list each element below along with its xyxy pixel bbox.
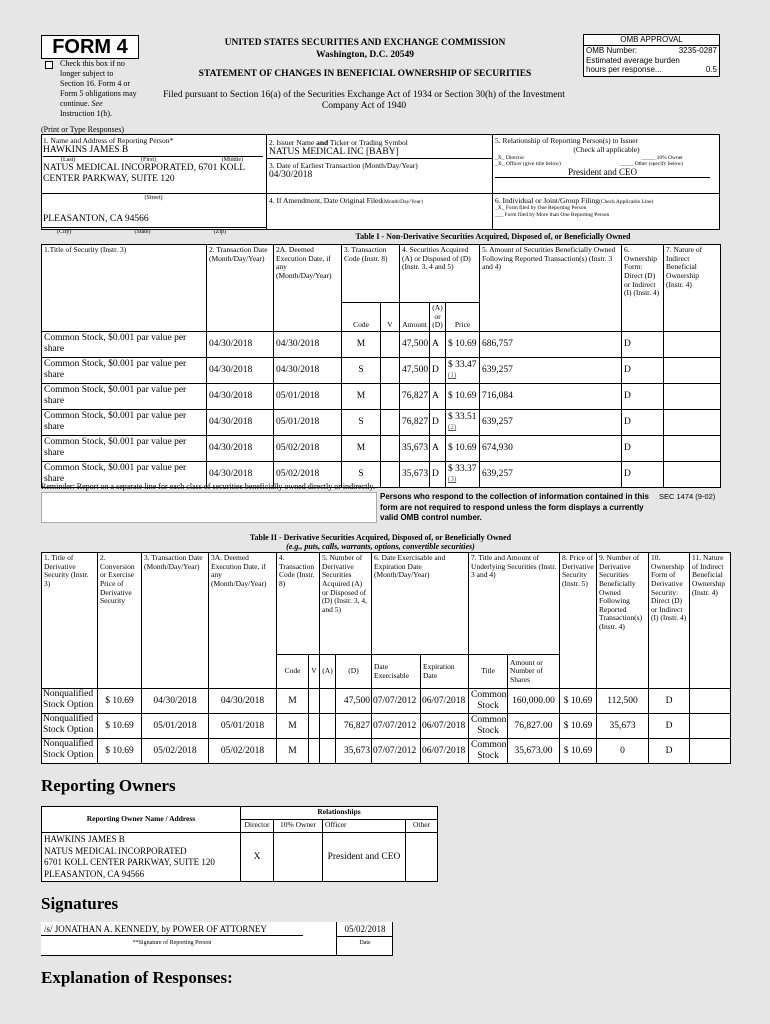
deemed-date: 04/30/2018 — [274, 331, 342, 357]
form-title: FORM 4 — [52, 36, 128, 58]
sec-form-code: SEC 1474 (9-02) — [659, 492, 716, 501]
date-exercisable: 07/07/2012 — [372, 689, 421, 714]
box5-label: 5. Relationship of Reporting Person(s) to Issuer — [495, 136, 639, 145]
ownership-form: D — [622, 383, 664, 409]
reporting-person-address[interactable]: NATUS MEDICAL INCORPORATED, 6701 KOLL CENTER PARKWAY, SUITE 120 — [43, 163, 245, 184]
nature-indirect — [664, 461, 721, 487]
signature-date: 05/02/2018 — [344, 924, 386, 934]
transaction-date: 05/01/2018 — [142, 714, 209, 739]
reminder-text: Reminder: Report on a separate line for each class of securities beneficially owned directly or indirectly. — [41, 482, 376, 491]
v-flag — [381, 461, 400, 487]
ten-percent-owner-check[interactable]: _____ 10% Owner — [641, 155, 683, 161]
ownership-form: D — [622, 409, 664, 435]
transaction-date: 04/30/2018 — [207, 435, 274, 461]
reporting-owners-heading: Reporting Owners — [41, 776, 176, 795]
deemed-date: 05/01/2018 — [209, 714, 277, 739]
t1-h-acquired: 4. Securities Acquired (A) or Disposed of (D) (Instr. 3, 4 and 5) — [400, 245, 480, 303]
table2-row — [42, 714, 731, 739]
deemed-date: 05/01/2018 — [274, 383, 342, 409]
issuer-box — [269, 138, 489, 157]
v-flag — [309, 714, 320, 739]
transaction-date: 04/30/2018 — [207, 383, 274, 409]
v-flag — [381, 435, 400, 461]
deemed-date: 05/01/2018 — [274, 409, 342, 435]
v-flag — [381, 383, 400, 409]
relationship-box: 5. Relationship of Reporting Person(s) to Issuer (Check all applicable) _X_ Director _____ 10% Owner _X_ Officer (give title below) _____ Other (specify below) President and CEO — [495, 136, 718, 178]
table1-row — [42, 383, 721, 409]
omb-hours-label: hours per response... — [586, 65, 662, 74]
security-title: Common Stock, $0.001 par value per share — [42, 331, 207, 357]
amendment-box: 4. If Amendment, Date Original Filed(Month/Day/Year) — [269, 196, 423, 205]
conversion-price: $ 10.69 — [98, 739, 142, 764]
underlying-shares: 76,827.00 — [508, 714, 560, 739]
ownership-form: D — [622, 331, 664, 357]
ownership-form: D — [622, 357, 664, 383]
ownership-form: D — [622, 461, 664, 487]
nature-indirect — [690, 714, 731, 739]
security-title: Common Stock, $0.001 par value per share — [42, 435, 207, 461]
checkbox-instructions: Check this box if no longer subject to Section 16. Form 4 or Form 5 obligations may continue. See Instruction 1(b). — [60, 59, 137, 118]
deemed-date: 05/02/2018 — [274, 435, 342, 461]
agency-name: UNITED STATES SECURITIES AND EXCHANGE COMMISSION — [224, 38, 506, 48]
price-cell — [446, 461, 480, 487]
table2-subtitle: (e.g., puts, calls, warrants, options, convertible securities) — [286, 542, 475, 551]
underlying-title: Common Stock — [469, 714, 508, 739]
transaction-code: M — [342, 435, 381, 461]
ownership-form: D — [622, 435, 664, 461]
t1-h-deemed: 2A. Deemed Execution Date, if any (Month/Day/Year) — [274, 245, 342, 332]
filed-pursuant: Filed pursuant to Section 16(a) of the Securities Exchange Act of 1934 or Section 30(h) of the Investment Company Act of 1940 — [163, 90, 565, 111]
omb-notice: Persons who respond to the collection of information contained in this form are not required to respond unless the form displays a currently valid OMB control number. — [380, 492, 649, 522]
v-flag — [381, 331, 400, 357]
expiration-date: 06/07/2018 — [421, 689, 469, 714]
statement-title: STATEMENT OF CHANGES IN BENEFICIAL OWNERSHIP OF SECURITIES — [198, 69, 532, 79]
date-exercisable: 07/07/2012 — [372, 714, 421, 739]
underlying-title: Common Stock — [469, 689, 508, 714]
price: $ 10.69 — [448, 391, 477, 402]
table2-derivative: 1. Title of Derivative Security (Instr. 3) 2. Conversion or Exercise Price of Derivative Security 3. Transaction Date (Month/Day/Year) 3A. Deemed Execution Date, if any (Month/Day/Year) 4. Transaction Code (Instr. 8) 5. Number of Derivative Securities Acquired (A) or Disposed of (D) (Instr. 3, 4, and 5) 6. Date Exercisable and Expiration Date (Month/Day/Year) 7. Title and Amount of Underlying Securities (Instr. 3 and 4) 8. Price of Derivative Security (Instr. 5) 9. Number of Derivative Securities Beneficially Owned Following Reported Transaction(s) (Instr. 4) 10. Ownership Form of Derivative Security: Direct (D) or Indirect (I) (Instr. 4) 11. Nature of Indirect Beneficial Ownership (Instr. 4) Code V (A) (D) Date Exercisable Expiration Date Title Amount or Number of Shares Nonqualified Stock Option $ 10.69 04/30/2018 04/30/2018 M 47,500 07/07/2012 06/07/2018 Common Stock 160,000.00 $ 10.69 112,500 D Nonqualified Stock Option $ 10.69 05/01/2018 05/01/2018 M 76,827 07/07/2012 06/07/2018 Common Stock 76,827.00 $ 10.69 35,673 D Nonqualified Stock Option $ 10.69 05/02/2018 05/02/2018 M 35,673 07/07/2012 06/07/2018 Common Stock 35,673.00 $ 10.69 0 D — [41, 552, 731, 764]
amount: 47,500 — [400, 357, 430, 383]
ownership-form: D — [649, 739, 690, 764]
t1-h-nature: 7. Nature of Indirect Beneficial Ownership (Instr. 4) — [664, 245, 721, 332]
reporting-person-name[interactable]: HAWKINS JAMES B — [43, 145, 129, 155]
date-exercisable: 07/07/2012 — [372, 739, 421, 764]
conversion-price: $ 10.69 — [98, 689, 142, 714]
issuer-name[interactable]: NATUS MEDICAL INC [BABY] — [269, 147, 399, 157]
one-person-filing[interactable]: _X_ Form filed by One Reporting Person — [495, 205, 587, 211]
omb-number: 3235-0287 — [678, 46, 717, 55]
omb-burden-label: Estimated average burden — [586, 55, 680, 65]
table1-title: Table I - Non-Derivative Securities Acquired, Disposed of, or Beneficially Owned — [355, 232, 631, 241]
acquired-disposed: D — [430, 461, 446, 487]
omb-number-label: OMB Number: — [586, 46, 638, 55]
signer-name: /s/ JONATHAN A. KENNEDY, by POWER OF ATTORNEY — [44, 924, 267, 934]
derivative-title: Nonqualified Stock Option — [42, 714, 98, 739]
derivatives-owned: 112,500 — [597, 689, 649, 714]
derivative-price: $ 10.69 — [560, 714, 597, 739]
underlying-shares: 35,673.00 — [508, 739, 560, 764]
amount: 35,673 — [400, 461, 430, 487]
nature-indirect — [664, 383, 721, 409]
acquired-disposed: A — [430, 383, 446, 409]
derivative-title: Nonqualified Stock Option — [42, 739, 98, 764]
nature-indirect — [664, 435, 721, 461]
acquired-a — [320, 714, 336, 739]
derivative-title: Nonqualified Stock Option — [42, 689, 98, 714]
box1-label: 1. Name and Address of Reporting Person — [43, 136, 170, 145]
acquired-a — [320, 689, 336, 714]
deemed-date: 04/30/2018 — [209, 689, 277, 714]
transaction-date: 04/30/2018 — [207, 331, 274, 357]
ownership-form: D — [649, 714, 690, 739]
table1-row — [42, 409, 721, 435]
no-longer-subject-checkbox[interactable] — [45, 61, 53, 69]
price: $ 33.37 — [448, 464, 477, 475]
omb-title: OMB APPROVAL — [584, 35, 719, 46]
omb-hours: 0.5 — [705, 65, 717, 74]
transaction-code: S — [342, 409, 381, 435]
owned-following: 716,084 — [480, 383, 622, 409]
transaction-code: M — [342, 331, 381, 357]
footnote-link[interactable]: (1) — [448, 371, 457, 380]
director-check[interactable]: _X_ Director — [495, 155, 525, 161]
box3-label: 3. Date of Earliest Transaction (Month/Day/Year) — [269, 161, 418, 170]
expiration-date: 06/07/2018 — [421, 714, 469, 739]
box6-label: 6. Individual or Joint/Group Filing — [495, 196, 599, 205]
underlying-shares: 160,000.00 — [508, 689, 560, 714]
reminder-blank — [41, 492, 377, 523]
conversion-price: $ 10.69 — [98, 714, 142, 739]
amount: 35,673 — [400, 435, 430, 461]
table1-row — [42, 357, 721, 383]
nature-indirect — [664, 357, 721, 383]
v-flag — [309, 739, 320, 764]
expiration-date: 06/07/2018 — [421, 739, 469, 764]
filing-type-box: 6. Individual or Joint/Group Filing(Check Applicable Line) _X_ Form filed by One Reporting Person ___ Form filed by More than One Reporting Person — [495, 196, 718, 219]
price: $ 33.51 — [448, 412, 477, 423]
price: $ 10.69 — [448, 339, 477, 350]
disposed-d: 76,827 — [336, 714, 372, 739]
earliest-transaction-box — [269, 161, 489, 180]
price: $ 10.69 — [448, 443, 477, 454]
t1-h-date: 2. Transaction Date (Month/Day/Year) — [207, 245, 274, 332]
amount: 76,827 — [400, 383, 430, 409]
disposed-d: 47,500 — [336, 689, 372, 714]
owned-following: 674,930 — [480, 435, 622, 461]
v-flag — [381, 357, 400, 383]
price: $ 33.47 — [448, 360, 477, 371]
security-title: Common Stock, $0.001 par value per share — [42, 461, 207, 487]
v-flag — [381, 409, 400, 435]
derivative-price: $ 10.69 — [560, 739, 597, 764]
date-label: Date — [359, 940, 371, 946]
transaction-code: M — [277, 739, 309, 764]
print-type-note: (Print or Type Responses) — [41, 125, 125, 134]
price-cell — [446, 357, 480, 383]
t1-h-code: 3. Transaction Code (Instr. 8) — [342, 245, 400, 303]
omb-approval-box — [583, 34, 720, 77]
nature-indirect — [664, 331, 721, 357]
transaction-code: M — [342, 383, 381, 409]
transaction-code: M — [277, 689, 309, 714]
nature-indirect — [690, 689, 731, 714]
ownership-form: D — [649, 689, 690, 714]
owned-following: 686,757 — [480, 331, 622, 357]
price-cell — [446, 435, 480, 461]
owned-following: 639,257 — [480, 357, 622, 383]
earliest-transaction-date[interactable]: 04/30/2018 — [269, 170, 313, 180]
t1-h-form: 6. Ownership Form: Direct (D) or Indirect (I) (Instr. 4) — [622, 245, 664, 332]
acquired-disposed: A — [430, 331, 446, 357]
t1-h-title: 1.Title of Security (Instr. 3) — [42, 245, 207, 332]
owner-row: HAWKINS JAMES B NATUS MEDICAL INCORPORATED 6701 KOLL CENTER PARKWAY, SUITE 120 PLEASANTON, CA 94566 X President and CEO — [42, 833, 438, 882]
table1-row — [42, 331, 721, 357]
agency-location: Washington, D.C. 20549 — [316, 50, 414, 60]
transaction-date: 04/30/2018 — [142, 689, 209, 714]
transaction-code: M — [277, 714, 309, 739]
amount: 47,500 — [400, 331, 430, 357]
acquired-disposed: A — [430, 435, 446, 461]
reporting-person-box: 1. Name and Address of Reporting Person* HAWKINS JAMES B (Last) (First) (Middle) NATUS MEDICAL INCORPORATED, 6701 KOLL CENTER PARKWAY, SUITE 120 — [43, 136, 263, 185]
acquired-disposed: D — [430, 409, 446, 435]
table2-row — [42, 689, 731, 714]
derivative-price: $ 10.69 — [560, 689, 597, 714]
form-title-box — [41, 35, 139, 59]
table1-row — [42, 435, 721, 461]
table2-title: Table II - Derivative Securities Acquired, Disposed of, or Beneficially Owned — [249, 533, 512, 542]
deemed-date: 05/02/2018 — [274, 461, 342, 487]
price-cell — [446, 409, 480, 435]
reporting-owners-table: Reporting Owner Name / Address Relationships Director 10% Owner Officer Other HAWKINS JAMES B NATUS MEDICAL INCORPORATED 6701 KOLL CENTER PARKWAY, SUITE 120 PLEASANTON, CA 94566 X President and CEO — [41, 806, 438, 882]
security-title: Common Stock, $0.001 par value per share — [42, 383, 207, 409]
officer-title[interactable]: President and CEO — [495, 167, 710, 178]
officer-check[interactable]: _X_ Officer (give title below) — [495, 161, 561, 167]
transaction-date: 05/02/2018 — [142, 739, 209, 764]
signature-label: **Signature of Reporting Person — [132, 940, 212, 946]
nature-indirect — [664, 409, 721, 435]
derivatives-owned: 0 — [597, 739, 649, 764]
owned-following: 639,257 — [480, 409, 622, 435]
owner-director-mark: X — [241, 833, 274, 882]
multi-person-filing[interactable]: ___ Form filed by More than One Reporting Person — [495, 212, 610, 218]
v-flag — [309, 689, 320, 714]
deemed-date: 05/02/2018 — [209, 739, 277, 764]
nature-indirect — [690, 739, 731, 764]
transaction-date: 04/30/2018 — [207, 461, 274, 487]
disposed-d: 35,673 — [336, 739, 372, 764]
transaction-date: 04/30/2018 — [207, 409, 274, 435]
box2-label: 2. Issuer Name and Ticker or Trading Symbol — [269, 138, 408, 147]
transaction-code: S — [342, 461, 381, 487]
owned-following: 639,257 — [480, 461, 622, 487]
owner-officer-title: President and CEO — [323, 833, 406, 882]
reporting-person-city[interactable]: PLEASANTON, CA 94566 — [43, 214, 149, 224]
acquired-a — [320, 739, 336, 764]
underlying-title: Common Stock — [469, 739, 508, 764]
acquired-disposed: D — [430, 357, 446, 383]
table2-row — [42, 739, 731, 764]
table1-non-derivative: 1.Title of Security (Instr. 3) 2. Transaction Date (Month/Day/Year) 2A. Deemed Execution Date, if any (Month/Day/Year) 3. Transaction Code (Instr. 8) 4. Securities Acquired (A) or Disposed of (D) (Instr. 3, 4 and 5) 5. Amount of Securities Beneficially Owned Following Reported Transaction(s) (Instr. 3 and 4) 6. Ownership Form: Direct (D) or Indirect (I) (Instr. 4) 7. Nature of Indirect Beneficial Ownership (Instr. 4) Code V Amount (A) or (D) Price Common Stock, $0.001 par value per share 04/30/2018 04/30/2018 M 47,500 A $ 10.69 686,757 D Common Stock, $0.001 par value per share 04/30/2018 04/30/2018 S 47,500 D $ 33.47 (1) 639,257 D Common Stock, $0.001 par value per share 04/30/2018 05/01/2018 M 76,827 A $ 10.69 716,084 D Common Stock, $0.001 par value per share 04/30/2018 05/01/2018 S 76,827 D $ 33.51 (2) 639,257 D Common Stock, $0.001 par value per share 04/30/2018 05/02/2018 M 35,673 A $ 10.69 674,930 D Common Stock, $0.001 par value per share 04/30/2018 05/02/2018 S 35,673 D $ 33.37 (3) 639,257 D — [41, 244, 721, 488]
footnote-link[interactable]: (3) — [448, 475, 457, 484]
security-title: Common Stock, $0.001 par value per share — [42, 409, 207, 435]
transaction-code: S — [342, 357, 381, 383]
transaction-date: 04/30/2018 — [207, 357, 274, 383]
box4-label: 4. If Amendment, Date Original Filed — [269, 196, 383, 205]
explanation-heading: Explanation of Responses: — [41, 968, 233, 987]
security-title: Common Stock, $0.001 par value per share — [42, 357, 207, 383]
price-cell — [446, 331, 480, 357]
deemed-date: 04/30/2018 — [274, 357, 342, 383]
derivatives-owned: 35,673 — [597, 714, 649, 739]
t1-h-owned: 5. Amount of Securities Beneficially Owned Following Reported Transaction(s) (Instr. 3 and 4) — [480, 245, 622, 332]
other-check[interactable]: _____ Other (specify below) — [619, 161, 683, 167]
amount: 76,827 — [400, 409, 430, 435]
footnote-link[interactable]: (2) — [448, 423, 457, 432]
signatures-heading: Signatures — [41, 894, 119, 913]
price-cell — [446, 383, 480, 409]
